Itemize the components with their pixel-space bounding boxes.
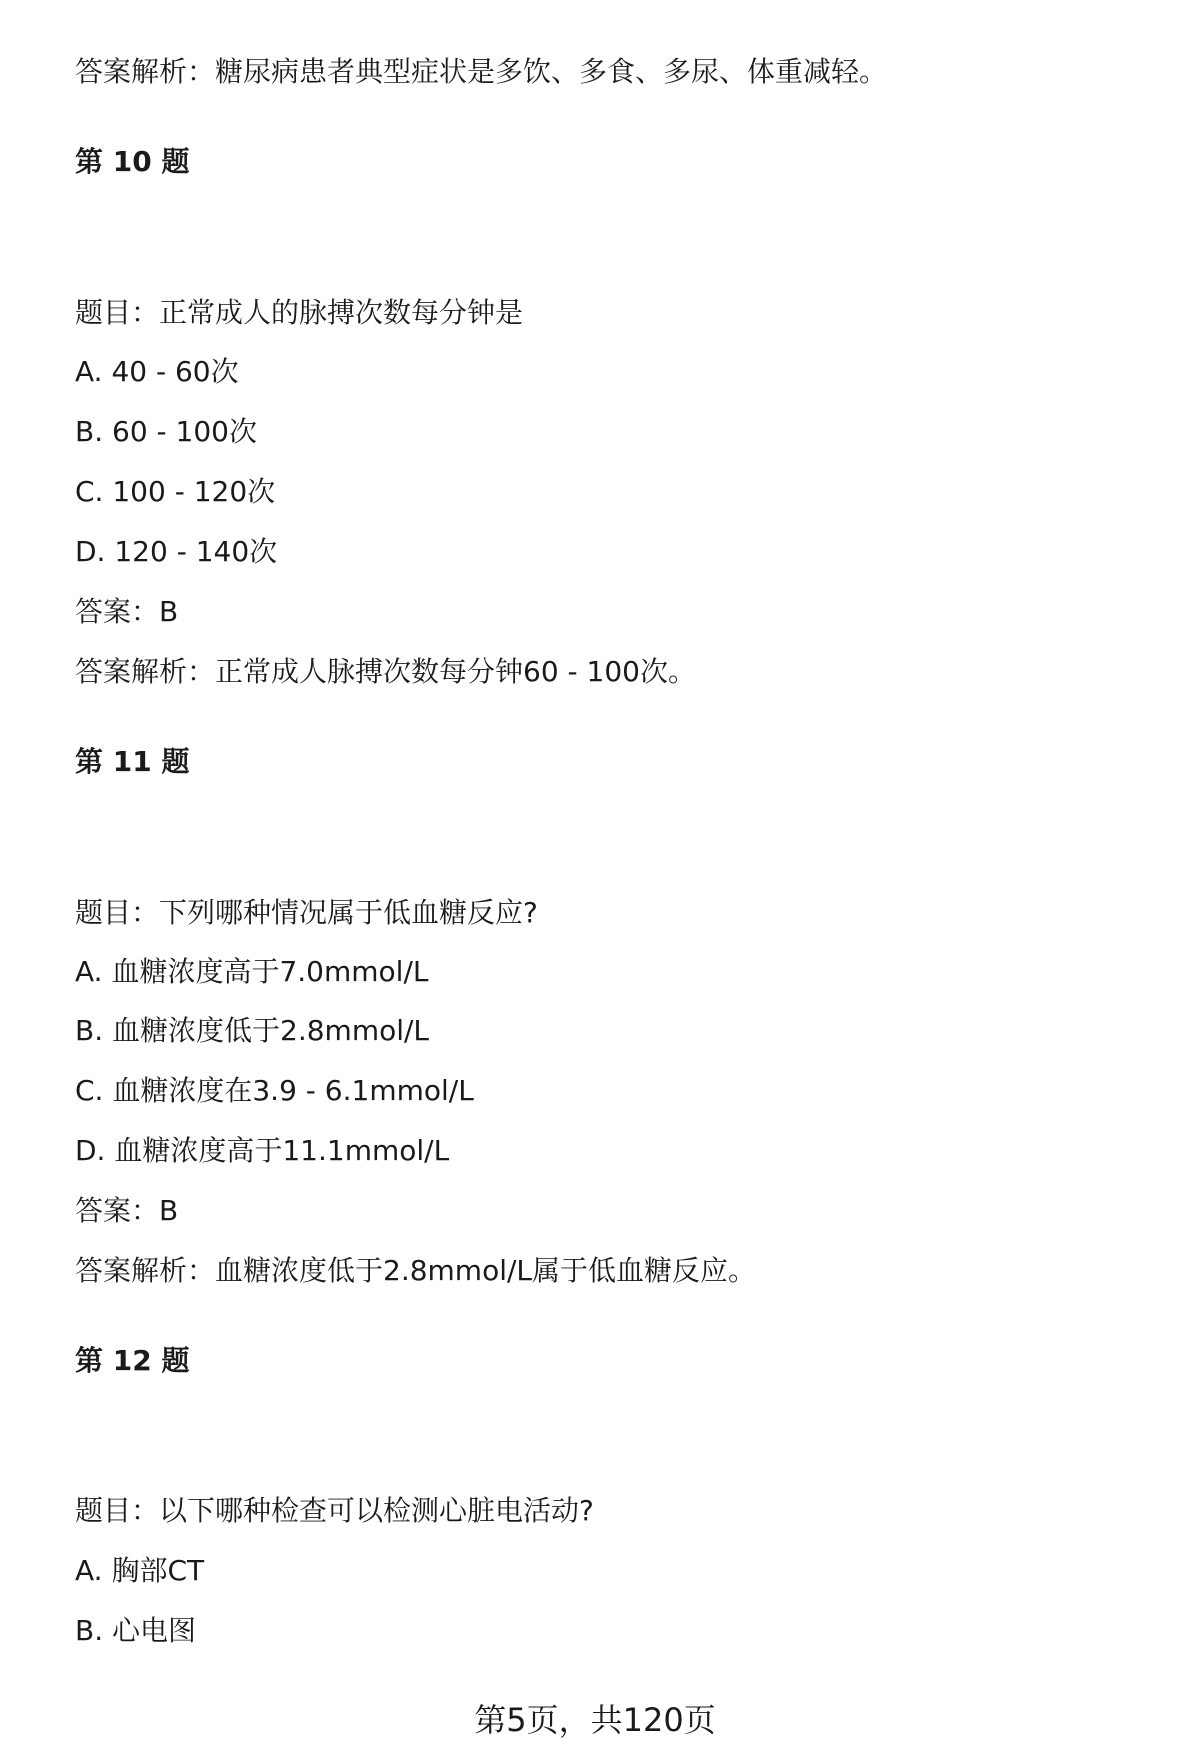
question-11-option-d: D. 血糖浓度高于11.1mmol/L — [75, 1134, 450, 1167]
question-11-option-c: C. 血糖浓度在3.9 - 6.1mmol/L — [75, 1074, 474, 1107]
question-10-answer: 答案：B — [75, 595, 179, 628]
question-12-heading: 第 12 题 — [75, 1344, 190, 1377]
prev-explanation: 答案解析：糖尿病患者典型症状是多饮、多食、多尿、体重减轻。 — [75, 55, 888, 88]
question-11-explanation: 答案解析：血糖浓度低于2.8mmol/L属于低血糖反应。 — [75, 1254, 757, 1287]
question-11-text: 题目：下列哪种情况属于低血糖反应? — [75, 896, 538, 929]
question-10-text: 题目：正常成人的脉搏次数每分钟是 — [75, 296, 524, 329]
question-10-option-a: A. 40 - 60次 — [75, 355, 239, 388]
question-11-answer: 答案：B — [75, 1194, 179, 1227]
question-10-option-d: D. 120 - 140次 — [75, 535, 278, 568]
question-10-explanation: 答案解析：正常成人脉搏次数每分钟60 - 100次。 — [75, 655, 696, 688]
question-10-option-c: C. 100 - 120次 — [75, 475, 276, 508]
page-number-footer: 第5页，共120页 — [474, 1701, 716, 1739]
question-11-heading: 第 11 题 — [75, 745, 190, 778]
question-12-text: 题目：以下哪种检查可以检测心脏电活动? — [75, 1494, 594, 1527]
question-10-heading: 第 10 题 — [75, 145, 190, 178]
question-11-option-a: A. 血糖浓度高于7.0mmol/L — [75, 955, 429, 988]
question-10-option-b: B. 60 - 100次 — [75, 415, 257, 448]
question-11-option-b: B. 血糖浓度低于2.8mmol/L — [75, 1014, 430, 1047]
question-12-option-b: B. 心电图 — [75, 1614, 197, 1647]
question-12-option-a: A. 胸部CT — [75, 1554, 205, 1587]
